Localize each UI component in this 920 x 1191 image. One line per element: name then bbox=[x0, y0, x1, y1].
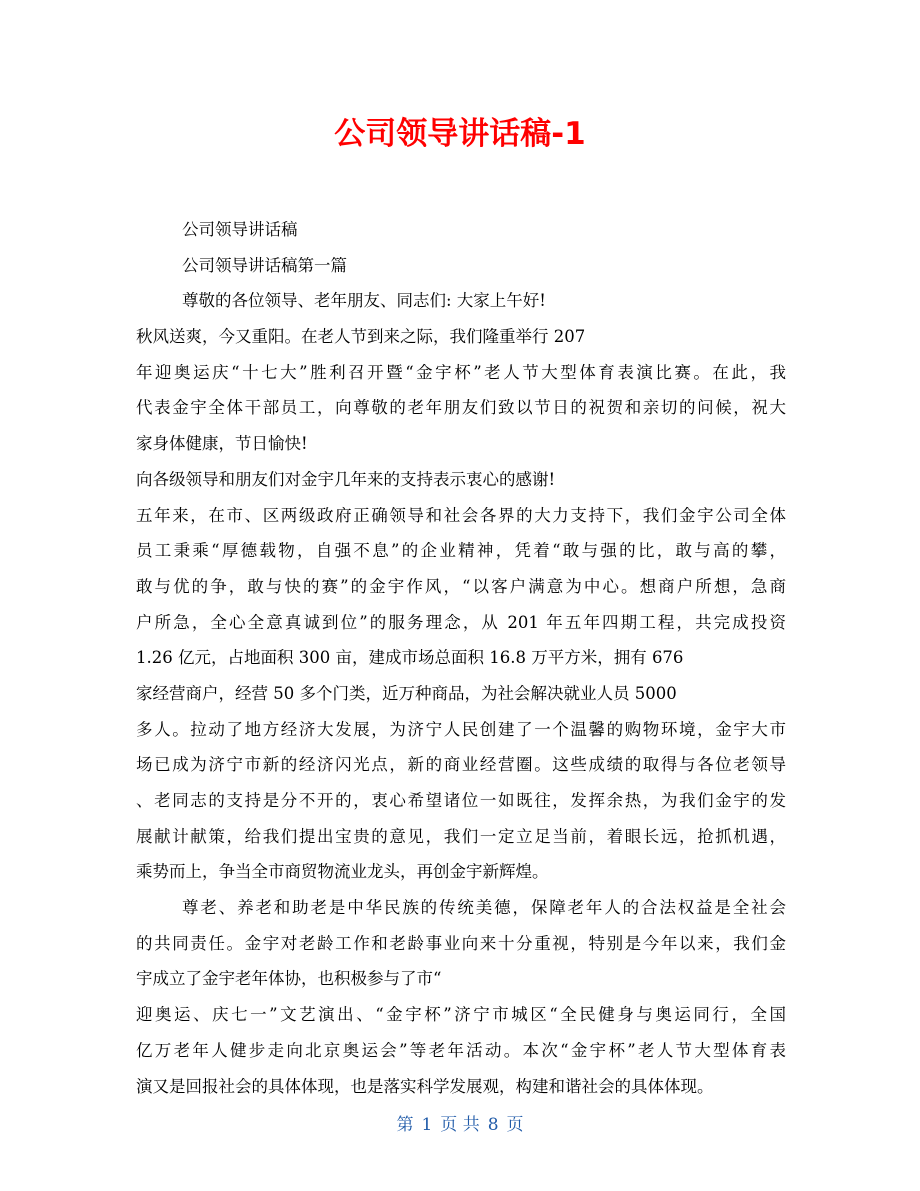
text-line: 五年来，在市、区两级政府正确领导和社会各界的大力支持下，我们金宇公司全体 bbox=[136, 505, 786, 525]
text-line: 、老同志的支持是分不开的，衷心希望诸位一如既往，发挥余热，为我们金宇的发 bbox=[136, 791, 786, 810]
footer-prefix: 第 bbox=[396, 1115, 414, 1135]
text-line: 1.26 亿元，占地面积 300 亩，建成市场总面积 16.8 万平方米，拥有 676 bbox=[136, 648, 684, 668]
footer-page-number: 1 bbox=[421, 1115, 433, 1135]
text-line: 尊敬的各位领导、老年朋友、同志们: 大家上午好! bbox=[182, 291, 546, 311]
document-body bbox=[136, 212, 786, 1104]
text-line: 秋风送爽，今又重阳。在老人节到来之际，我们隆重举行 207 bbox=[136, 327, 586, 347]
text-line: 展献计献策，给我们提出宝贵的意见，我们一定立足当前，着眼长远，抢抓机遇， bbox=[136, 826, 786, 846]
footer-total-pages: 8 bbox=[487, 1115, 499, 1135]
text-line: 尊老、养老和助老是中华民族的传统美德，保障老年人的合法权益是全社会 bbox=[182, 898, 786, 918]
text-line: 公司领导讲话稿第一篇 bbox=[182, 255, 347, 275]
document-title: 公司领导讲话稿-1 bbox=[334, 116, 586, 152]
text-line: 场已成为济宁市新的经济闪光点，新的商业经营圈。这些成绩的取得与各位老领导 bbox=[136, 755, 786, 775]
text-line: 的共同责任。金宇对老龄工作和老龄事业向来十分重视，特别是今年以来，我们金 bbox=[136, 933, 786, 953]
text-line: 迎奥运、庆七一”文艺演出、“金宇杯”济宁市城区“全民健身与奥运同行，全国 bbox=[136, 1005, 786, 1025]
text-line: 家经营商户，经营 50 多个门类，近万种商品，为社会解决就业人员 5000 bbox=[136, 683, 677, 703]
text-line: 代表金宇全体干部员工，向尊敬的老年朋友们致以节日的祝贺和亲切的问候，祝大 bbox=[136, 398, 786, 418]
footer-suffix: 页 bbox=[506, 1115, 524, 1135]
text-line: 向各级领导和朋友们对金宇几年来的支持表示衷心的感谢! bbox=[136, 469, 556, 489]
text-line: 年迎奥运庆“十七大”胜利召开暨“金宇杯”老人节大型体育表演比赛。在此，我 bbox=[136, 362, 786, 382]
text-line: 户所急，全心全意真诚到位”的服务理念，从 201 年五年四期工程，共完成投资 bbox=[136, 612, 786, 632]
text-line: 亿万老年人健步走向北京奥运会”等老年活动。本次“金宇杯”老人节大型体育表 bbox=[136, 1040, 786, 1060]
text-line: 乘势而上，争当全市商贸物流业龙头，再创金宇新辉煌。 bbox=[136, 862, 549, 882]
text-line: 演又是回报社会的具体体现，也是落实科学发展观，构建和谐社会的具体体现。 bbox=[136, 1076, 714, 1096]
text-line: 家身体健康，节日愉快! bbox=[136, 434, 308, 454]
text-line: 多人。拉动了地方经济大发展，为济宁人民创建了一个温馨的购物环境，金宇大市 bbox=[136, 719, 786, 739]
text-line: 员工秉乘“厚德载物，自强不息”的企业精神，凭着“敢与强的比，敢与高的攀， bbox=[136, 541, 786, 561]
text-line: 公司领导讲话稿 bbox=[182, 220, 298, 239]
page-footer bbox=[0, 1113, 920, 1137]
footer-middle: 页 共 bbox=[440, 1115, 480, 1135]
text-line: 敢与优的争，敢与快的赛”的金宇作风，“以客户满意为中心。想商户所想，急商 bbox=[136, 576, 786, 596]
text-line: 宇成立了金宇老年体协，也积极参与了市“ bbox=[136, 969, 442, 989]
